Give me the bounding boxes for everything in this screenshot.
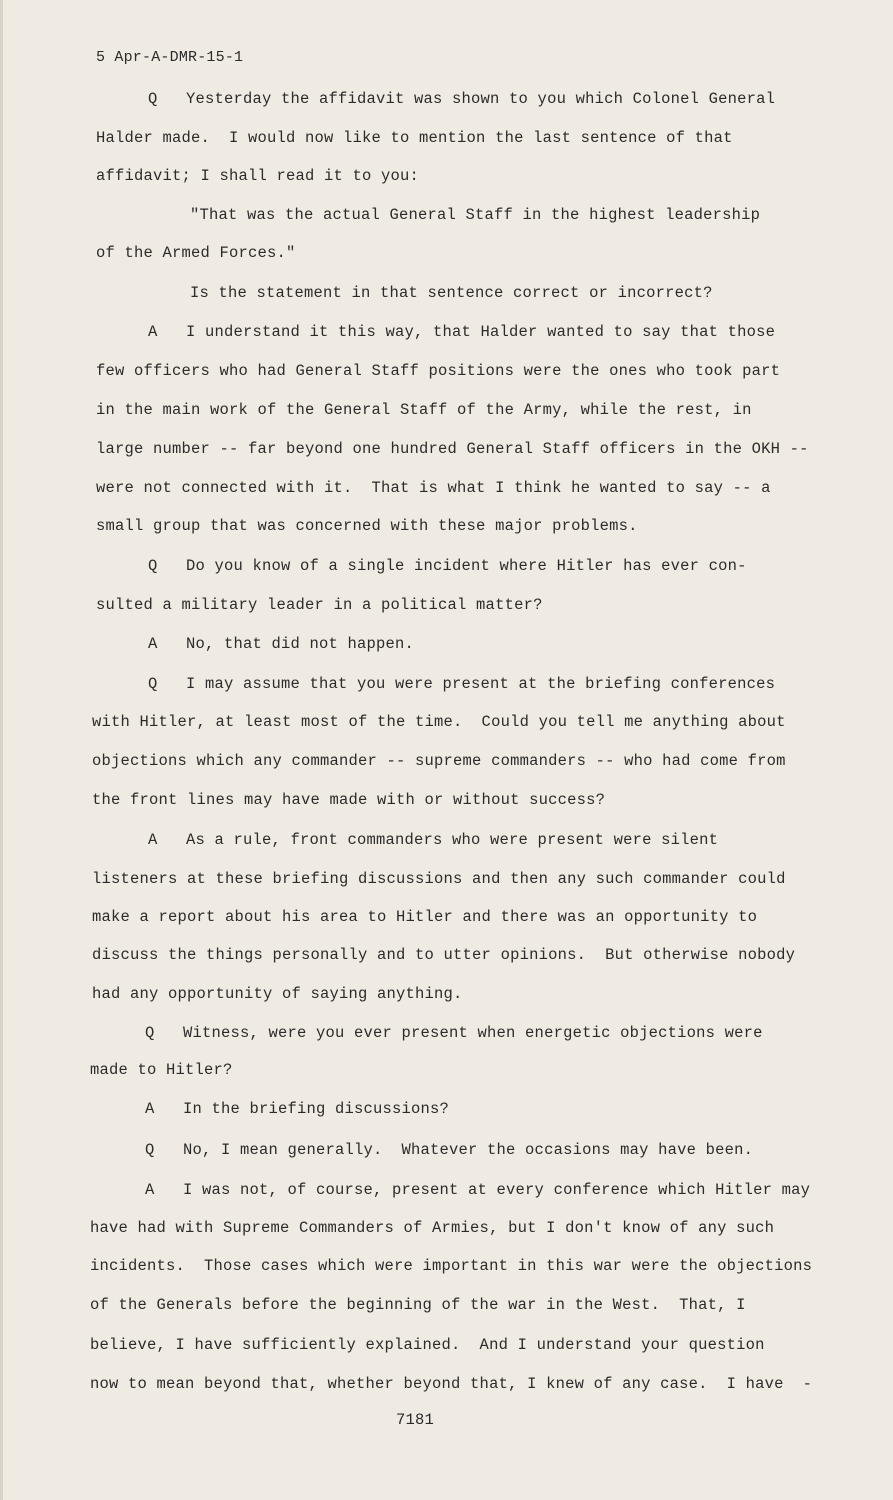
transcript-line: A I was not, of course, present at every conference which Hitler may — [145, 1181, 811, 1199]
transcript-line: believe, I have sufficiently explained. And I understand your question — [90, 1336, 765, 1354]
transcript-line: large number -- far beyond one hundred General Staff officers in the OKH -- — [96, 440, 809, 458]
transcript-line: objections which any commander -- supreme commanders -- who had come from — [92, 752, 786, 770]
transcript-line: of the Generals before the beginning of the war in the West. That, I — [90, 1296, 746, 1314]
document-header: 5 Apr-A-DMR-15-1 — [96, 49, 244, 66]
transcript-line: made to Hitler? — [90, 1061, 233, 1079]
transcript-line: Q No, I mean generally. Whatever the occasions may have been. — [145, 1141, 754, 1159]
transcript-line: Q Do you know of a single incident where Hitler has ever con- — [148, 557, 747, 575]
transcript-line: discuss the things personally and to utter opinions. But otherwise nobody — [92, 946, 796, 964]
transcript-line: Q I may assume that you were present at the briefing conferences — [148, 675, 776, 693]
transcript-line: affidavit; I shall read it to you: — [96, 167, 420, 185]
transcript-line: listeners at these briefing discussions and then any such commander could — [92, 870, 786, 888]
transcript-line: A In the briefing discussions? — [145, 1100, 450, 1118]
transcript-line: in the main work of the General Staff of the Army, while the rest, in — [96, 401, 752, 419]
transcript-line: A No, that did not happen. — [148, 635, 415, 653]
transcript-line: Q Witness, were you ever present when energetic objections were — [145, 1024, 763, 1042]
transcript-line: of the Armed Forces." — [96, 244, 296, 262]
transcript-line: now to mean beyond that, whether beyond that, I knew of any case. I have - — [90, 1375, 813, 1393]
transcript-line: with Hitler, at least most of the time. Could you tell me anything about — [92, 713, 786, 731]
transcript-line: Halder made. I would now like to mention the last sentence of that — [96, 129, 733, 147]
transcript-line: sulted a military leader in a political matter? — [96, 596, 543, 614]
transcript-line: "That was the actual General Staff in the highest leadership — [190, 206, 761, 224]
page-number: 7181 — [396, 1411, 435, 1429]
transcript-line: Is the statement in that sentence correct or incorrect? — [190, 284, 713, 302]
transcript-line: few officers who had General Staff positions were the ones who took part — [96, 362, 781, 380]
transcript-line: the front lines may have made with or without success? — [92, 791, 606, 809]
transcript-line: Q Yesterday the affidavit was shown to you which Colonel General — [148, 90, 776, 108]
page-edge — [0, 0, 3, 1500]
transcript-line: small group that was concerned with these major problems. — [96, 517, 638, 535]
transcript-line: had any opportunity of saying anything. — [92, 985, 463, 1003]
transcript-line: have had with Supreme Commanders of Armies, but I don't know of any such — [90, 1219, 775, 1237]
transcript-line: A I understand it this way, that Halder wanted to say that those — [148, 323, 776, 341]
transcript-line: A As a rule, front commanders who were present were silent — [148, 831, 719, 849]
transcript-line: make a report about his area to Hitler and there was an opportunity to — [92, 908, 758, 926]
transcript-line: incidents. Those cases which were important in this war were the objections — [90, 1257, 813, 1275]
transcript-line: were not connected with it. That is what I think he wanted to say -- a — [96, 479, 771, 497]
